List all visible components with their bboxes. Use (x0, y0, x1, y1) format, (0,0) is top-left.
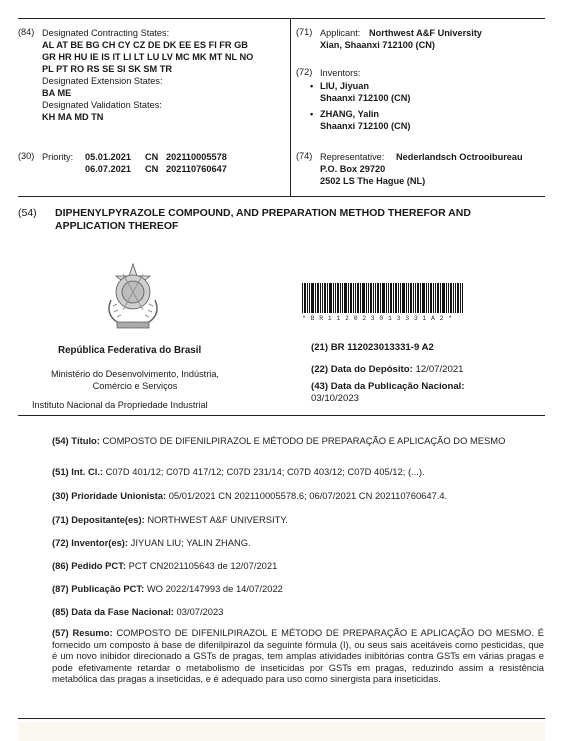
entry-publicacao-pct (52, 583, 544, 595)
ministry-line-1: Ministério do Desenvolvimento, Indústria, (50, 369, 219, 379)
institute-name: Instituto Nacional da Propriedade Industrial (32, 400, 208, 410)
entry-fase-nacional (52, 606, 544, 618)
entry-int-cl-label: (51) Int. Cl.: (52, 466, 104, 477)
applicant-name: Northwest A&F University (369, 28, 482, 38)
entry-inventores-label: (72) Inventor(es): (52, 537, 129, 548)
coat-of-arms-icon (103, 262, 163, 334)
barcode-text: * B R 1 1 2 0 2 3 0 1 3 3 3 1 A 2 * (302, 315, 453, 322)
representative-city: 2502 LS The Hague (NL) (320, 176, 426, 186)
entry-inventores-text: JIYUAN LIU; YALIN ZHANG. (130, 537, 251, 548)
entry-depositante (52, 514, 544, 526)
entry-depositante-text: NORTHWEST A&F UNIVERSITY. (147, 514, 288, 525)
applicant-label: Applicant: (320, 28, 361, 38)
deposit-date-row (311, 364, 464, 376)
deposit-date-label: (22) Data do Depósito: (311, 364, 413, 375)
representative-label: Representative: (320, 152, 385, 162)
inventors-label: Inventors: (320, 68, 361, 78)
title-number: (54) (18, 207, 37, 219)
designated-states-block (42, 27, 287, 123)
footer-band (18, 722, 545, 741)
entry-titulo (52, 435, 544, 447)
patent-title-line-1: DIPHENYLPYRAZOLE COMPOUND, AND PREPARATION METHOD THEREFOR AND (55, 207, 471, 219)
top-rule (18, 18, 545, 19)
priority-number-2: 202110760647 (166, 164, 227, 174)
patent-title (55, 207, 535, 233)
inventors-number: (72) (296, 67, 313, 77)
designated-states-line-1: AL AT BE BG CH CY CZ DE DK EE ES FI FR GB (42, 40, 248, 50)
priority-office-2: CN (145, 164, 159, 174)
entry-int-cl-text: C07D 401/12; C07D 417/12; C07D 231/14; C07D 403/12; C07D 405/12; (...). (105, 466, 425, 477)
entry-prioridade-label: (30) Prioridade Unionista: (52, 490, 167, 501)
inventor-1-name: • LIU, Jiyuan (320, 80, 369, 92)
extension-states-label: Designated Extension States: (42, 76, 163, 86)
entry-prioridade-text: 05/01/2021 CN 202110005578.6; 06/07/2021 CN 202110760647.4. (168, 490, 448, 501)
ministry-block (36, 368, 234, 392)
entry-pedido-pct-label: (86) Pedido PCT: (52, 560, 126, 571)
representative-pobox: P.O. Box 29720 (320, 164, 386, 174)
entry-resumo (52, 627, 544, 685)
br-number-code: (21) BR 112023013331-9 A2 (311, 342, 434, 353)
entry-publicacao-pct-label: (87) Publicação PCT: (52, 583, 145, 594)
entry-int-cl (52, 466, 544, 478)
priority-date-1: 05.01.2021 (85, 152, 131, 162)
barcode (302, 283, 464, 313)
priority-date-2: 06.07.2021 (85, 164, 131, 174)
validation-states-value: KH MA MD TN (42, 112, 104, 122)
entry-resumo-label: (57) Resumo: (52, 627, 113, 638)
priority-number: (30) (18, 151, 35, 161)
entry-fase-nacional-text: 03/07/2023 (176, 606, 224, 617)
priority-office-1: CN (145, 152, 159, 162)
publication-date-value: 03/10/2023 (311, 393, 360, 404)
priority-label: Priority: (42, 152, 74, 162)
priority-number-1: 202110005578 (166, 152, 227, 162)
entry-fase-nacional-label: (85) Data da Fase Nacional: (52, 606, 174, 617)
patent-title-line-2: APPLICATION THEREOF (55, 220, 179, 232)
applicant-number: (71) (296, 27, 313, 37)
entry-pedido-pct (52, 560, 544, 572)
entry-pedido-pct-text: PCT CN2021105643 de 12/07/2021 (128, 560, 278, 571)
inventor-2-name: • ZHANG, Yalin (320, 108, 379, 120)
states-number: (84) (18, 27, 35, 37)
ministry-line-2: Comércio e Serviços (92, 381, 178, 391)
applicant-address: Xian, Shaanxi 712100 (CN) (320, 40, 435, 50)
entry-publicacao-pct-text: WO 2022/147993 de 14/07/2022 (146, 583, 283, 594)
bottom-rule (18, 718, 545, 719)
representative-number: (74) (296, 151, 313, 161)
deposit-date-value: 12/07/2021 (415, 364, 464, 375)
validation-states-label: Designated Validation States: (42, 100, 162, 110)
entry-resumo-text: COMPOSTO DE DIFENILPIRAZOL E MÉTODO DE PREPARAÇÃO E APLICAÇÃO DO MESMO. É fornecido um composto à base de difenilpirazol da seguinte fórmula (I), ou seus sais aceitáveis como pesticidas, que é um novo inibidor direcionado a GSTs de pragas, tem amplas atividades inibitórias contra GSTs em várias pragas e pode efetivamente retardar o metabolismo de inseticidas por GSTs em pragas, reduzindo assim a resistência metabólica das pragas a inseticidas, e é adequado para uso como sinergista para inseticidas. (52, 627, 544, 684)
entry-depositante-label: (71) Depositante(es): (52, 514, 145, 525)
publication-date-label: (43) Data da Publicação Nacional: (311, 381, 465, 392)
designated-states-label: Designated Contracting States: (42, 28, 170, 38)
entry-prioridade (52, 490, 544, 502)
column-divider (290, 18, 291, 196)
entry-inventores (52, 537, 544, 549)
entry-titulo-text: COMPOSTO DE DIFENILPIRAZOL E MÉTODO DE PREPARAÇÃO E APLICAÇÃO DO MESMO (102, 435, 506, 446)
inventor-2-address: Shaanxi 712100 (CN) (320, 121, 411, 131)
header-bottom-rule (18, 196, 545, 197)
extension-states-value: BA ME (42, 88, 72, 98)
brazil-bottom-rule (18, 415, 545, 416)
designated-states-line-3: PL PT RO RS SE SI SK SM TR (42, 64, 173, 74)
representative-name: Nederlandsch Octrooibureau (396, 152, 523, 162)
entry-titulo-label: (54) Título: (52, 435, 100, 446)
inventor-1-address: Shaanxi 712100 (CN) (320, 93, 411, 103)
country-name: República Federativa do Brasil (58, 345, 202, 356)
designated-states-line-2: GR HR HU IE IS IT LI LT LU LV MC MK MT NL NO (42, 52, 254, 62)
